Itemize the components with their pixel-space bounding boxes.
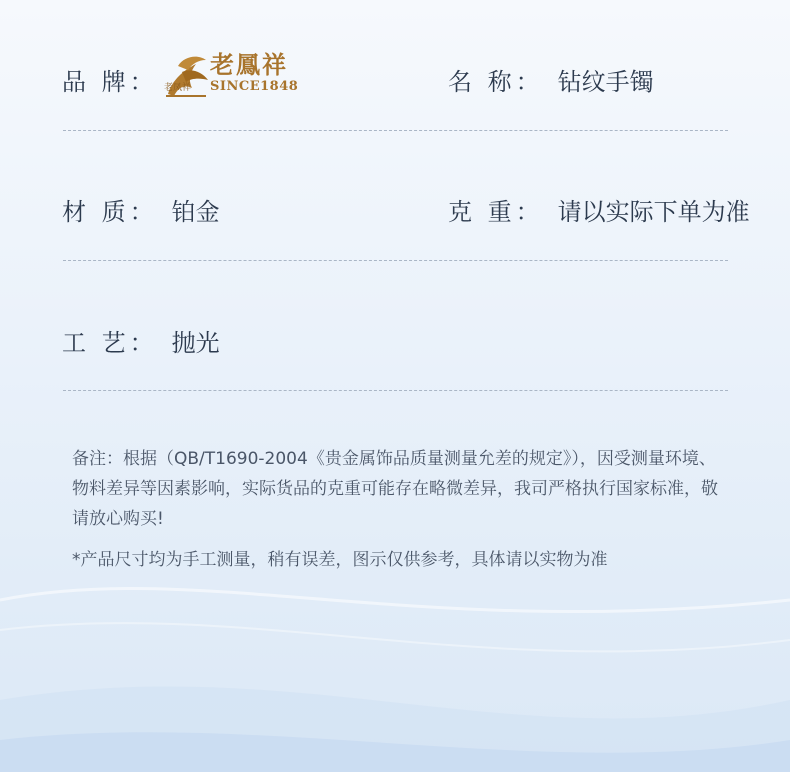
craft-label: 工 艺： [62,329,158,357]
name-value: 钻纹手镯 [557,68,654,96]
name-label: 名 称： [448,68,544,96]
material-label: 材 质： [62,198,158,226]
divider-1 [63,130,728,131]
material-value: 铂金 [171,198,220,226]
logo-since: SINCE1848 [210,79,299,94]
weight-label: 克 重： [448,198,544,226]
craft-field [62,323,220,363]
brand-logo [158,50,298,106]
disclaimer-note: *产品尺寸均为手工测量，稍有误差，图示仅供参考，具体请以实物为准 [72,550,608,570]
divider-3 [63,390,728,391]
logo-chinese: 老鳳祥 [210,50,288,79]
row-material-weight [62,192,762,232]
row-brand-name [62,50,762,102]
remark-note: 备注：根据（QB/T1690-2004《贵金属饰品质量测量允差的规定》），因受测量环境、物料差异等因素影响，实际货品的克重可能存在略微差异，我司严格执行国家标准，敬请放心购买! [72,449,718,529]
logo-wordmark [210,50,298,94]
phoenix-logo-icon [158,50,214,106]
weight-value: 请以实际下单为准 [557,198,750,226]
name-field [448,62,654,102]
weight-field [448,192,750,232]
row-craft [62,323,762,363]
brand-field [62,62,158,102]
divider-2 [63,260,728,261]
material-field [62,192,220,232]
craft-value: 抛光 [171,329,220,357]
brand-label: 品 牌： [62,68,158,96]
svg-text:老凤祥: 老凤祥 [164,83,192,93]
